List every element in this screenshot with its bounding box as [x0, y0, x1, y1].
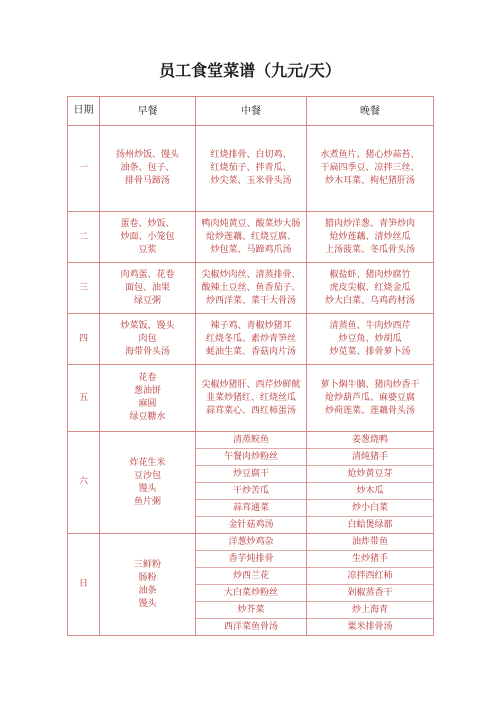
dish-item: 凉拌西红柿 — [307, 568, 433, 585]
dinner-cell — [307, 212, 434, 263]
dish-item: 肉鸡蛋、花卷 — [120, 269, 175, 280]
dish-item: 炒芥菜 — [196, 602, 306, 619]
dish-item: 红烧茄子、拌青瓜、 — [210, 163, 292, 173]
dish-item: 白蛤煲绿都 — [347, 519, 393, 530]
dish-item: 蒜茸通菜 — [196, 500, 306, 517]
lunch-cell — [196, 432, 307, 534]
dish-item: 红烧冬瓜、素炒青笋丝 — [205, 333, 296, 344]
dish-item: 清炖猪手 — [307, 449, 433, 466]
dish-item: 油炸带鱼 — [307, 534, 433, 551]
header-lunch: 中餐 — [196, 97, 307, 126]
lunch-cell — [196, 263, 307, 314]
dish-item: 炒木瓜 — [307, 483, 433, 500]
lunch-cell — [196, 126, 307, 212]
dish-item: 清蒸鱼、牛肉炒西芹 — [329, 320, 411, 331]
header-row — [68, 97, 434, 126]
table-row — [68, 534, 434, 636]
dish-item: 椒盐虾、猪肉炒腐竹 — [329, 269, 411, 280]
dish-item: 蚝油生菜、香菇肉片汤 — [205, 346, 296, 357]
table-row — [68, 432, 434, 534]
table-row — [68, 212, 434, 263]
dish-item: 葱油饼 — [133, 386, 161, 396]
dish-item: 炒上海青 — [307, 602, 433, 619]
dish-item: 尖椒炒猪肝、西芹炒鲜鱿 — [201, 379, 301, 390]
header-day: 日期 — [68, 97, 100, 126]
dish-item: 海带骨头汤 — [124, 346, 170, 357]
dish-item: 西洋菜鱼骨汤 — [223, 621, 278, 632]
dish-item: 炒尖菜、玉米骨头汤 — [210, 176, 292, 186]
menu-table — [67, 96, 434, 636]
dish-item: 炝炒莲藕、清炒丝瓜 — [329, 231, 411, 242]
dish-item: 辣子鸡、青椒炒猪耳 — [210, 320, 292, 331]
dish-item: 干炒苦瓜 — [196, 483, 306, 500]
breakfast-cell — [100, 365, 196, 432]
dish-item: 萝卜焖牛腩、猪肉炒香干 — [320, 379, 420, 390]
table-row — [68, 263, 434, 314]
breakfast-cell — [100, 263, 196, 314]
day-cell: 四 — [68, 314, 100, 365]
dish-item: 水煮鱼片、猪心炒蒜苔、 — [320, 150, 420, 160]
dish-item: 炒木耳菜、枸杞猪肝汤 — [324, 176, 415, 186]
breakfast-cell — [100, 314, 196, 365]
dish-item: 粟米排骨汤 — [347, 621, 393, 632]
table-row — [68, 314, 434, 365]
page-title: 员工食堂菜谱（九元/天） — [159, 61, 341, 80]
day-cell: 一 — [68, 126, 100, 212]
dish-item: 炝炒莲藕、红烧豆腐、 — [205, 231, 296, 242]
dish-item: 金针菇鸡汤 — [228, 519, 274, 530]
dish-item: 腊肉炒洋葱、青笋炒肉 — [324, 218, 415, 229]
dish-item: 干扁四季豆、凉拌三丝、 — [320, 163, 420, 173]
dish-item: 炒西兰花 — [196, 568, 306, 585]
breakfast-cell — [100, 534, 196, 636]
breakfast-cell — [100, 432, 196, 534]
dinner-cell — [307, 534, 434, 636]
lunch-cell — [196, 534, 307, 636]
dish-item: 炒荷莲菜、莲藕骨头汤 — [324, 405, 415, 416]
dinner-cell — [307, 365, 434, 432]
dish-item: 鱼片粥 — [133, 496, 161, 507]
dish-item: 绿豆糖水 — [129, 412, 166, 422]
day-cell: 日 — [68, 534, 100, 636]
dish-item: 馒头 — [138, 598, 157, 609]
dish-item: 炒小白菜 — [307, 500, 433, 517]
dish-item: 面包、油果 — [124, 282, 170, 293]
dinner-cell — [307, 314, 434, 365]
day-cell: 五 — [68, 365, 100, 432]
dish-item: 排骨马蹄汤 — [124, 176, 170, 186]
dish-item: 午餐肉炒粉丝 — [196, 449, 306, 466]
lunch-cell — [196, 365, 307, 432]
dish-item: 豆浆 — [138, 244, 157, 255]
dish-item: 油条、包子、 — [120, 163, 175, 173]
dish-item: 绿豆粥 — [133, 295, 161, 306]
dish-item: 炸花生米 — [129, 457, 166, 468]
breakfast-cell — [100, 126, 196, 212]
dish-item: 花卷 — [138, 373, 157, 383]
dish-item: 红烧排骨、白切鸡、 — [210, 150, 292, 160]
dish-item: 韭菜炒猪红、红烧丝瓜 — [205, 392, 296, 403]
dish-item: 炒大白菜、乌鸡药材汤 — [324, 295, 415, 306]
lunch-cell — [196, 314, 307, 365]
dish-item: 三鲜粉 — [133, 559, 161, 570]
dish-item: 炒苋菜、排骨萝卜汤 — [329, 346, 411, 357]
dish-item: 蒜茸菜心、西红柿蛋汤 — [205, 405, 296, 416]
dish-item: 虎皮尖椒、红烧金瓜 — [329, 282, 411, 293]
dish-item: 炒菜饭、馒头 — [120, 320, 175, 331]
dish-item: 剁椒蒸香干 — [307, 585, 433, 602]
dish-item: 炒面、小笼包 — [120, 231, 175, 242]
dish-item: 清蒸鲩鱼 — [196, 432, 306, 449]
dish-item: 炝炒黄豆芽 — [307, 466, 433, 483]
table-row — [68, 126, 434, 212]
dish-item: 姜葱烧鸭 — [307, 432, 433, 449]
dish-item: 上汤菠菜、冬瓜骨头汤 — [324, 244, 415, 255]
breakfast-cell — [100, 212, 196, 263]
dish-item: 生炒猪手 — [307, 551, 433, 568]
dish-item: 肠粉 — [138, 572, 157, 583]
dinner-cell — [307, 126, 434, 212]
dish-item: 炒豆腐干 — [196, 466, 306, 483]
dish-item: 洋葱炒鸡杂 — [196, 534, 306, 551]
header-breakfast: 早餐 — [100, 97, 196, 126]
table-row — [68, 365, 434, 432]
dish-item: 豆沙包 — [133, 470, 161, 481]
dish-item: 炒西洋菜、菜干大骨汤 — [205, 295, 296, 306]
dinner-cell — [307, 432, 434, 534]
dish-item: 尖椒炒肉丝、清蒸排骨、 — [201, 269, 301, 280]
dish-item: 炝炒葫芦瓜、麻婆豆腐 — [324, 392, 415, 403]
dish-item: 鸭肉炖黄豆、酸菜炒大肠 — [201, 218, 301, 229]
dish-item: 扬州炒饭、馒头 — [115, 150, 179, 160]
dish-item: 蛋卷、炒饭、 — [120, 218, 175, 229]
lunch-cell — [196, 212, 307, 263]
day-cell: 三 — [68, 263, 100, 314]
dish-item: 香芋炖排骨 — [196, 551, 306, 568]
dish-item: 炒包菜、马蹄鸡爪汤 — [210, 244, 292, 255]
dish-item: 大白菜炒粉丝 — [196, 585, 306, 602]
dinner-cell — [307, 263, 434, 314]
dish-item: 油条 — [138, 585, 157, 596]
header-dinner: 晚餐 — [307, 97, 434, 126]
dish-item: 麻圆 — [138, 399, 157, 409]
day-cell: 六 — [68, 432, 100, 534]
dish-item: 炒豆角、炒胡瓜 — [338, 333, 402, 344]
day-cell: 二 — [68, 212, 100, 263]
dish-item: 酸辣土豆丝、鱼香茄子、 — [201, 282, 301, 293]
dish-item: 馒头 — [138, 483, 157, 494]
dish-item: 肉包 — [138, 333, 157, 344]
